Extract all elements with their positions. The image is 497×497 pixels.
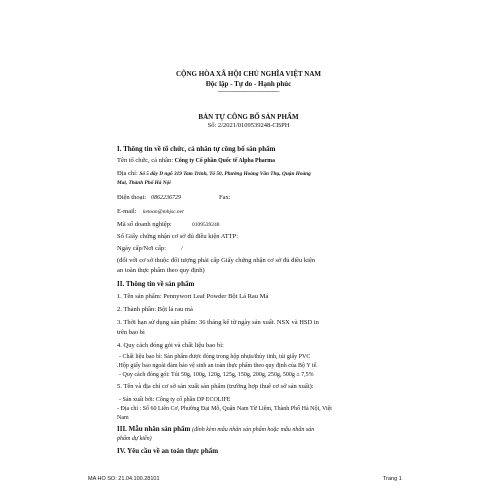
- packaging-material-line-1: - Chất liệu bao bì: Sản phẩm được đóng trong hộp nhựa/thủy tinh, túi giấy PVC: [119, 354, 311, 360]
- org-row: [117, 158, 275, 165]
- footer-page-number: Trang 1: [383, 476, 402, 482]
- section-3-heading: III. Mẫu nhãn sản phẩm: [117, 425, 191, 433]
- section-3-note-line-2: phẩm dự kiến): [117, 436, 152, 442]
- tax-code-value: 0109539248: [192, 222, 220, 228]
- document-number: Số: 2/2021/0109539248-CBPH: [207, 122, 290, 129]
- producer-line-1: - Sản xuất bởi: Công ty cổ phần DP ECOLIFE: [119, 397, 231, 403]
- org-label: Tên tổ chức, cá nhân:: [117, 157, 174, 164]
- footer-record-code: MA HO SO: 21.04.100.28101: [88, 476, 160, 482]
- address-row: [117, 171, 311, 178]
- national-title: CỘNG HÒA XÃ HỘI CHỦ NGHĨA VIỆT NAM: [175, 70, 321, 78]
- address-value-line1: Số 5 dãy D ngõ 319 Tam Trinh, Tổ 50, Phường Hoàng Văn Thụ, Quận Hoàng: [139, 171, 311, 177]
- fax-label: Fax:: [219, 194, 231, 201]
- phone-label: Điện thoại:: [117, 194, 147, 201]
- note-line-1: (đối với cơ sở thuộc đối tượng phải cấp Giấy chứng nhận cơ sở đủ điều kiện: [117, 257, 316, 264]
- document-title: BẢN TỰ CÔNG BỐ SẢN PHẨM: [198, 113, 299, 121]
- note-line-2: an toàn thực phẩm theo quy định): [117, 267, 205, 274]
- packaging-spec: - Quy cách đóng gói: Túi 50g, 100g, 120g, 125g, 150g, 200g, 250g, 500g ± 7,5%: [119, 372, 314, 378]
- section-3-note: (đính kèm mẫu nhãn sản phẩm hoặc mẫu nhãn sản: [192, 427, 315, 433]
- cert-label: Số Giấy chứng nhận cơ sở đủ điều kiện ATTP:: [117, 233, 239, 240]
- ingredients: 2. Thành phần: Bột lá rau má: [117, 306, 193, 313]
- phone-value: 0862236729: [151, 195, 181, 201]
- shelf-life-line-2: trên bao bì: [117, 329, 145, 336]
- email-value: ketoan@mhjsc.net: [143, 209, 184, 215]
- motto-rule: ----------------------------------------: [217, 89, 280, 95]
- section-1-heading: I. Thông tin về tổ chức, cá nhân tự công bố sản phẩm: [117, 145, 276, 153]
- packaging-material-line-2: .Hộp giấy bao ngoài đảm bảo vệ sinh an toàn thực phẩm theo quy định của Bộ Y tế.: [117, 363, 318, 369]
- producer-line-3: Nam: [117, 415, 129, 421]
- section-4-heading: IV. Yêu cầu về an toàn thực phẩm: [117, 447, 219, 455]
- email-label: E-mail:: [117, 208, 137, 215]
- motto: Độc lập - Tự do - Hạnh phúc: [205, 80, 292, 88]
- org-value: Công ty Cổ phần Quốc tế Alpha Pharma: [174, 158, 276, 164]
- date-label: Ngày cấp/Nơi cấp:: [117, 245, 166, 252]
- shelf-life-line-1: 3. Thời hạn sử dụng sản phẩm: 36 tháng kể từ ngày sản xuất. NSX và HSD in: [117, 319, 319, 326]
- tax-code-label: Mã số doanh nghiệp:: [117, 221, 172, 228]
- section-3-row: [117, 426, 314, 433]
- product-name: 1. Tên sản phẩm: Pennywort Leaf Powder Bột Lá Rau Má: [117, 293, 269, 300]
- address-label: Địa chỉ:: [117, 170, 138, 177]
- producer-heading: 5. Tên và địa chỉ cơ sở sản xuất sản phẩm (trường hợp thuê cơ sở sản xuất):: [117, 383, 314, 390]
- address-value-line2: Mai, Thành Phố Hà Nội: [117, 180, 171, 186]
- date-value: /: [181, 246, 183, 252]
- producer-line-2: - Địa chỉ : Số 60 Liên Cơ, Phường Đại Mỗ, Quận Nam Từ Liêm, Thành Phố Hà Nội, Việt: [117, 406, 332, 412]
- section-2-heading: II. Thông tin về sản phẩm: [117, 280, 195, 288]
- packaging-heading: 4. Quy cách đóng gói và chất liệu bao bì:: [117, 342, 224, 349]
